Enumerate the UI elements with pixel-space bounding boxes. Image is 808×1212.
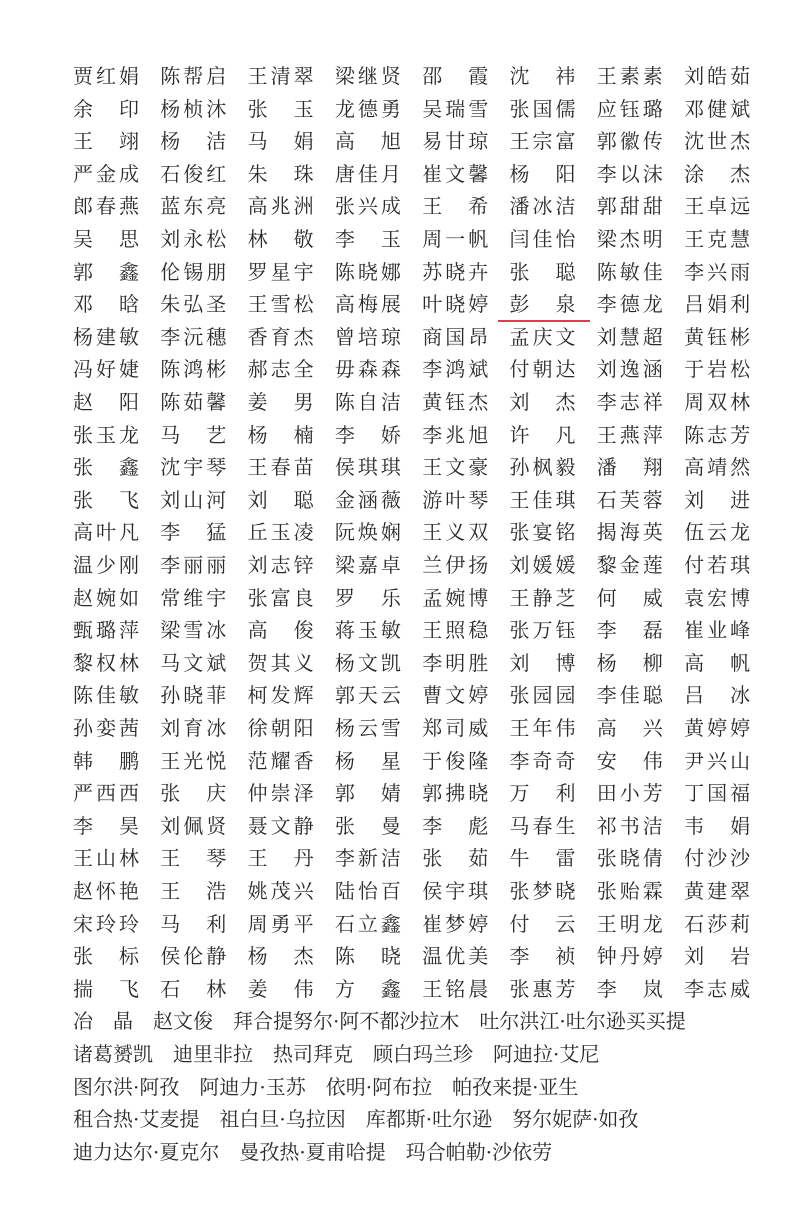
- name-entry: 王 希: [422, 194, 489, 219]
- name-entry: 王 光 悦: [160, 748, 227, 773]
- name-entry: 黄 钰 杰: [422, 390, 489, 414]
- name-entry: 刘 慧 超: [596, 324, 663, 349]
- name-entry: 田 小 芳: [596, 781, 663, 806]
- name-entry: 聂 文 静: [247, 813, 314, 838]
- name-entry: 姚 茂 兴: [247, 879, 314, 903]
- name-entry: 叶 晓 婷: [422, 292, 489, 317]
- name-entry: 伦 锡 朋: [160, 259, 227, 284]
- name-entry: 刘 杰: [509, 390, 576, 414]
- name-entry: 曼孜热·夏甫哈提: [239, 1139, 386, 1164]
- name-entry: 迪力达尔·夏克尔: [73, 1139, 220, 1164]
- name-entry: 李 丽 丽: [160, 553, 227, 577]
- name-entry: 邓 健 斌: [684, 96, 751, 121]
- name-entry: 韩 鹏: [73, 748, 139, 773]
- name-entry: 严 西 西: [73, 781, 139, 806]
- name-entry: 李 志 祥: [596, 390, 663, 414]
- name-entry: 刘 永 松: [160, 227, 227, 251]
- name-entry: 蓝 东 亮: [160, 194, 227, 219]
- name-row: [73, 518, 773, 550]
- name-entry: 周 勇 平: [247, 911, 314, 936]
- name-entry: 陈 帮 启: [160, 64, 227, 88]
- name-entry: 李 猛: [160, 520, 227, 545]
- name-entry: 苏 晓 卉: [422, 259, 489, 284]
- name-row: [73, 225, 773, 257]
- name-entry: 李 岚: [596, 976, 663, 1001]
- name-entry: 高 叶 凡: [73, 520, 139, 545]
- name-entry: 商 国 昂: [422, 324, 489, 349]
- name-entry: 郭 拂 晓: [422, 781, 489, 806]
- name-entry: 沈 宇 琴: [160, 455, 227, 480]
- name-entry: 涂 杰: [684, 161, 751, 186]
- name-entry: 崔 文 馨: [422, 161, 489, 186]
- name-entry: 香 育 杰: [247, 324, 314, 349]
- name-entry: 沈 世 杰: [684, 129, 751, 154]
- name-row: [73, 877, 773, 909]
- name-entry: 张 国 儒: [509, 96, 576, 121]
- name-entry: 石 林: [160, 976, 227, 1001]
- name-entry: 蒋 玉 敏: [334, 618, 401, 643]
- name-entry: 阿迪力·玉苏: [199, 1074, 306, 1099]
- name-entry: 柯 发 辉: [247, 683, 314, 708]
- name-row-long: [73, 1073, 598, 1105]
- name-entry: 陈 志 芳: [684, 422, 751, 447]
- name-entry: 丘 玉 凌: [247, 520, 314, 545]
- name-entry: 梁 雪 冰: [160, 618, 227, 643]
- name-row: [73, 486, 773, 518]
- name-entry: 崔 业 峰: [684, 618, 751, 643]
- name-entry: 郭 天 云: [334, 683, 401, 708]
- name-entry: 刘 聪: [247, 487, 314, 512]
- name-entry: 王 佳 琪: [509, 487, 576, 512]
- name-entry: 王 义 双: [422, 520, 489, 545]
- name-entry: 揭 海 英: [596, 520, 663, 545]
- name-entry: 张 宴 铭: [509, 520, 576, 545]
- name-entry: 龙 德 勇: [334, 96, 401, 121]
- name-row: [73, 812, 773, 844]
- name-row: [73, 62, 773, 94]
- name-entry: 石 俊 红: [160, 161, 227, 186]
- name-entry: 王 克 慧: [684, 227, 751, 251]
- name-entry: 于 俊 隆: [422, 748, 489, 773]
- name-entry: 伍 云 龙: [684, 520, 751, 545]
- name-entry: 付 若 琪: [684, 553, 751, 577]
- name-row: [73, 160, 773, 192]
- name-entry: 孙 枫 毅: [509, 455, 576, 480]
- name-entry: 杨 洁: [160, 129, 227, 154]
- name-entry: 侯 伦 静: [160, 944, 227, 969]
- name-entry: 陈 晓: [334, 944, 401, 969]
- name-entry: 赵 怀 艳: [73, 879, 139, 903]
- name-entry: 李 彪: [422, 813, 489, 838]
- name-entry: 玛合帕勒·沙依劳: [405, 1139, 553, 1164]
- name-row-long: [73, 1007, 706, 1039]
- name-entry: 孙 娈 茜: [73, 716, 139, 740]
- name-entry: 郭 婧: [334, 781, 401, 806]
- name-entry: 帕孜来提·亚生: [452, 1074, 579, 1099]
- name-entry: 梁 杰 明: [596, 227, 663, 251]
- name-entry: 黎 权 林: [73, 650, 139, 675]
- name-entry: 王 明 龙: [596, 911, 663, 936]
- name-entry: 韦 娟: [684, 813, 751, 838]
- name-entry: 付 沙 沙: [684, 846, 751, 871]
- name-entry: 陈 自 洁: [334, 390, 401, 414]
- name-row: [73, 747, 773, 779]
- name-entry: 安 伟: [596, 748, 663, 773]
- name-entry: 杨 星: [334, 748, 401, 773]
- name-entry: 李 玉: [334, 227, 401, 251]
- name-entry: 王 铭 晨: [422, 976, 489, 1001]
- name-entry: 温 少 刚: [73, 553, 139, 577]
- name-entry: 刘 山 河: [160, 487, 227, 512]
- name-entry: 丁 国 福: [684, 781, 751, 806]
- highlight-underline: [498, 320, 590, 322]
- name-entry: 郭 鑫: [73, 259, 139, 284]
- name-row-long: [73, 1040, 619, 1072]
- name-entry: 杨 杰: [247, 944, 314, 969]
- name-entry: 贾 红 娟: [73, 64, 139, 88]
- name-entry: 张 鑫: [73, 455, 139, 480]
- name-entry: 库都斯·吐尔逊: [365, 1107, 493, 1132]
- name-entry: 张 标: [73, 944, 139, 969]
- name-entry: 王 卓 远: [684, 194, 751, 219]
- name-entry: 温 优 美: [422, 944, 489, 969]
- name-entry: 宋 玲 玲: [73, 911, 139, 936]
- name-entry: 钟 丹 婷: [596, 944, 663, 969]
- name-entry: 陈 茹 馨: [160, 390, 227, 414]
- name-entry: 梁 嘉 卓: [334, 553, 401, 577]
- name-entry: 诸葛赟凯: [73, 1042, 153, 1066]
- name-row: [73, 355, 773, 387]
- name-entry: 何 威: [596, 585, 663, 610]
- name-entry: 郭 徽 传: [596, 129, 663, 154]
- name-entry: 王 雪 松: [247, 292, 314, 317]
- name-entry: 刘 佩 贤: [160, 813, 227, 838]
- name-row: [73, 388, 773, 420]
- name-entry: 祁 书 洁: [596, 813, 663, 838]
- name-entry: 高 帆: [684, 650, 751, 675]
- name-entry: 杨 柳: [596, 650, 663, 675]
- name-row: [73, 616, 773, 648]
- name-entry: 周 一 帆: [422, 227, 489, 251]
- name-entry: 郑 司 威: [422, 716, 489, 740]
- name-entry: 游 叶 琴: [422, 487, 489, 512]
- name-entry: 租合热·艾麦提: [73, 1107, 200, 1132]
- name-entry: 刘 逸 涵: [596, 357, 663, 382]
- name-entry: 唐 佳 月: [334, 161, 401, 186]
- name-entry: 侯 琪 琪: [334, 455, 401, 480]
- name-entry: 杨 阳: [509, 161, 576, 186]
- name-entry: 杨 桢 沐: [160, 96, 227, 121]
- name-row-long: [73, 1105, 658, 1137]
- name-entry: 马 春 生: [509, 813, 576, 838]
- name-entry: 仲 崇 泽: [247, 781, 314, 806]
- name-entry: 王 翊: [73, 129, 139, 154]
- name-entry: 赵 阳: [73, 390, 139, 414]
- name-entry: 石 立 鑫: [334, 911, 401, 936]
- name-entry: 王 年 伟: [509, 716, 576, 740]
- name-entry: 王 宗 富: [509, 129, 576, 154]
- name-entry: 刘 博: [509, 650, 576, 675]
- name-entry: 刘 志 锌: [247, 553, 314, 577]
- name-entry: 常 维 宇: [160, 585, 227, 610]
- name-entry: 孙 晓 菲: [160, 683, 227, 708]
- name-row: [73, 649, 773, 681]
- name-entry: 马 娟: [247, 129, 314, 154]
- name-entry: 张 曼: [334, 813, 401, 838]
- name-entry: 阿迪拉·艾尼: [493, 1042, 600, 1066]
- name-entry: 李 鸿 斌: [422, 357, 489, 382]
- name-entry: 张 兴 成: [334, 194, 401, 219]
- name-entry: 张 贻 霖: [596, 879, 663, 903]
- name-entry: 杨 楠: [247, 422, 314, 447]
- name-entry: 吕 冰: [684, 683, 751, 708]
- name-entry: 刘 岩: [684, 944, 751, 969]
- name-entry: 潘 翔: [596, 455, 663, 480]
- name-entry: 马 艺: [160, 422, 227, 447]
- name-entry: 迪里非拉: [173, 1042, 253, 1066]
- name-entry: 郭 甜 甜: [596, 194, 663, 219]
- name-entry: 李 兆 旭: [422, 422, 489, 447]
- name-entry: 王 山 林: [73, 846, 139, 871]
- name-entry: 郝 志 全: [247, 357, 314, 382]
- name-entry: 阮 焕 娴: [334, 520, 401, 545]
- name-entry: 罗 乐: [334, 585, 401, 610]
- name-entry: 石 莎 莉: [684, 911, 751, 936]
- name-entry: 侯 宇 琪: [422, 879, 489, 903]
- name-entry: 王 静 芝: [509, 585, 576, 610]
- name-entry: 高 俊: [247, 618, 314, 643]
- name-entry: 陈 鸿 彬: [160, 357, 227, 382]
- name-entry: 崔 梦 婷: [422, 911, 489, 936]
- name-entry: 李 祯: [509, 944, 576, 969]
- name-entry: 严 金 成: [73, 161, 139, 186]
- name-entry: 毋 森 森: [334, 357, 401, 382]
- name-entry: 高 兴: [596, 716, 663, 740]
- name-entry: 王 浩: [160, 879, 227, 903]
- name-entry: 王 丹: [247, 846, 314, 871]
- name-row: [73, 975, 773, 1007]
- name-entry: 李 佳 聪: [596, 683, 663, 708]
- name-entry: 热司拜克: [273, 1042, 353, 1066]
- name-entry: 闫 佳 怡: [509, 227, 576, 251]
- name-entry: 图尔洪·阿孜: [73, 1074, 180, 1099]
- name-row: [73, 942, 773, 974]
- name-entry: 姜 伟: [247, 976, 314, 1001]
- name-entry: 张 万 钰: [509, 618, 576, 643]
- name-entry: 李 新 洁: [334, 846, 401, 871]
- name-entry: 王 清 翠: [247, 64, 314, 88]
- name-entry: 邓 晗: [73, 292, 139, 317]
- name-entry: 付 云: [509, 911, 576, 936]
- name-row: [73, 844, 773, 876]
- name-entry: 李 志 威: [684, 976, 751, 1001]
- name-entry: 拜合提努尔·阿不都沙拉木: [233, 1009, 460, 1034]
- name-entry: 李 奇 奇: [509, 748, 576, 773]
- name-entry: 吴 思: [73, 227, 139, 251]
- name-entry: 高 旭: [334, 129, 401, 154]
- name-entry: 易 甘 琼: [422, 129, 489, 154]
- name-entry: 姜 男: [247, 390, 314, 414]
- name-entry: 王 素 素: [596, 64, 663, 88]
- name-row: [73, 290, 773, 322]
- name-row: [73, 127, 773, 159]
- name-entry: 孟 庆 文: [509, 324, 576, 349]
- name-entry: 孟 婉 博: [422, 585, 489, 610]
- name-row: [73, 714, 773, 746]
- name-entry: 王 燕 萍: [596, 422, 663, 447]
- name-entry: 杨 建 敏: [73, 324, 139, 349]
- name-entry: 陈 佳 敏: [73, 683, 139, 708]
- name-entry: 邵 霞: [422, 64, 489, 88]
- name-entry: 冶 晶: [73, 1009, 133, 1034]
- name-entry: 吐尔洪江·吐尔逊买买提: [479, 1009, 686, 1034]
- name-row: [73, 779, 773, 811]
- name-entry: 高 靖 然: [684, 455, 751, 480]
- name-entry: 黄 建 翠: [684, 879, 751, 903]
- name-entry: 林 敬: [247, 227, 314, 251]
- name-entry: 贺 其 义: [247, 650, 314, 675]
- name-entry: 许 凡: [509, 422, 576, 447]
- name-entry: 张 聪: [509, 259, 576, 284]
- name-entry: 马 文 斌: [160, 650, 227, 675]
- name-entry: 张 惠 芳: [509, 976, 576, 1001]
- name-entry: 徐 朝 阳: [247, 716, 314, 740]
- name-entry: 杨 云 雪: [334, 716, 401, 740]
- name-entry: 李 明 胜: [422, 650, 489, 675]
- name-entry: 张 飞: [73, 487, 139, 512]
- name-entry: 罗 星 宇: [247, 259, 314, 284]
- name-entry: 高 兆 洲: [247, 194, 314, 219]
- name-entry: 甄 璐 萍: [73, 618, 139, 643]
- name-entry: 陆 怡 百: [334, 879, 401, 903]
- name-entry: 努尔妮萨·如孜: [512, 1107, 639, 1132]
- name-entry: 牛 雷: [509, 846, 576, 871]
- name-entry: 范 耀 香: [247, 748, 314, 773]
- name-entry: 刘 媛 媛: [509, 553, 576, 577]
- name-entry: 张 晓 倩: [596, 846, 663, 871]
- name-entry: 朱 弘 圣: [160, 292, 227, 317]
- name-row: [73, 681, 773, 713]
- name-entry: 王 文 豪: [422, 455, 489, 480]
- name-row-long: [73, 1138, 572, 1170]
- name-entry: 李 磊: [596, 618, 663, 643]
- name-entry: 张 庆: [160, 781, 227, 806]
- name-entry: 赵文俊: [153, 1009, 213, 1034]
- name-entry: 王 照 稳: [422, 618, 489, 643]
- name-entry: 刘 进: [684, 487, 751, 512]
- name-entry: 付 朝 达: [509, 357, 576, 382]
- name-entry: 李 以 沫: [596, 161, 663, 186]
- name-entry: 张 玉 龙: [73, 422, 139, 447]
- name-entry: 刘 育 冰: [160, 716, 227, 740]
- name-row: [73, 584, 773, 616]
- name-entry: 王 琴: [160, 846, 227, 871]
- name-entry: 梁 继 贤: [334, 64, 401, 88]
- name-entry: 黄 钰 彬: [684, 324, 751, 349]
- name-entry: 郎 春 燕: [73, 194, 139, 219]
- name-entry: 陈 晓 娜: [334, 259, 401, 284]
- name-entry: 周 双 林: [684, 390, 751, 414]
- name-entry: 马 利: [160, 911, 227, 936]
- name-row: [73, 910, 773, 942]
- name-entry: 彭 泉: [509, 292, 576, 317]
- name-entry: 石 芙 蓉: [596, 487, 663, 512]
- name-entry: 赵 婉 如: [73, 585, 139, 610]
- name-row: [73, 323, 773, 355]
- name-entry: 李 昊: [73, 813, 139, 838]
- name-entry: 王 春 苗: [247, 455, 314, 480]
- name-entry: 张 玉: [247, 96, 314, 121]
- name-entry: 张 茹: [422, 846, 489, 871]
- name-entry: 于 岩 松: [684, 357, 751, 382]
- name-entry: 朱 珠: [247, 161, 314, 186]
- name-entry: 曹 文 婷: [422, 683, 489, 708]
- name-entry: 李 兴 雨: [684, 259, 751, 284]
- name-entry: 沈 祎: [509, 64, 576, 88]
- name-entry: 顾白玛兰珍: [373, 1042, 473, 1066]
- name-entry: 李 德 龙: [596, 292, 663, 317]
- name-entry: 黄 婷 婷: [684, 716, 751, 740]
- name-entry: 陈 敏 佳: [596, 259, 663, 284]
- name-entry: 万 利: [509, 781, 576, 806]
- name-entry: 张 园 园: [509, 683, 576, 708]
- name-row: [73, 421, 773, 453]
- name-entry: 冯 好 婕: [73, 357, 139, 382]
- name-entry: 杨 文 凯: [334, 650, 401, 675]
- name-entry: 依明·阿布拉: [325, 1074, 433, 1099]
- name-entry: 兰 伊 扬: [422, 553, 489, 577]
- name-entry: 祖白旦·乌拉因: [219, 1107, 346, 1132]
- name-entry: 余 印: [73, 96, 139, 121]
- name-entry: 应 钰 璐: [596, 96, 663, 121]
- name-entry: 高 梅 展: [334, 292, 401, 317]
- name-entry: 金 涵 薇: [334, 487, 401, 512]
- name-row: [73, 453, 773, 485]
- name-entry: 揣 飞: [73, 976, 139, 1001]
- name-entry: 李 娇: [334, 422, 401, 447]
- name-row: [73, 258, 773, 290]
- name-entry: 张 富 良: [247, 585, 314, 610]
- name-entry: 黎 金 莲: [596, 553, 663, 577]
- name-row: [73, 192, 773, 224]
- name-entry: 曾 培 琼: [334, 324, 401, 349]
- name-entry: 吕 娟 利: [684, 292, 751, 317]
- name-entry: 潘 冰 洁: [509, 194, 576, 219]
- name-entry: 刘 皓 茹: [684, 64, 751, 88]
- name-entry: 方 鑫: [334, 976, 401, 1001]
- name-entry: 尹 兴 山: [684, 748, 751, 773]
- name-row: [73, 551, 773, 583]
- name-entry: 吴 瑞 雪: [422, 96, 489, 121]
- name-entry: 张 梦 晓: [509, 879, 576, 903]
- name-entry: 李 沅 穗: [160, 324, 227, 349]
- name-row: [73, 95, 773, 127]
- name-entry: 袁 宏 博: [684, 585, 751, 610]
